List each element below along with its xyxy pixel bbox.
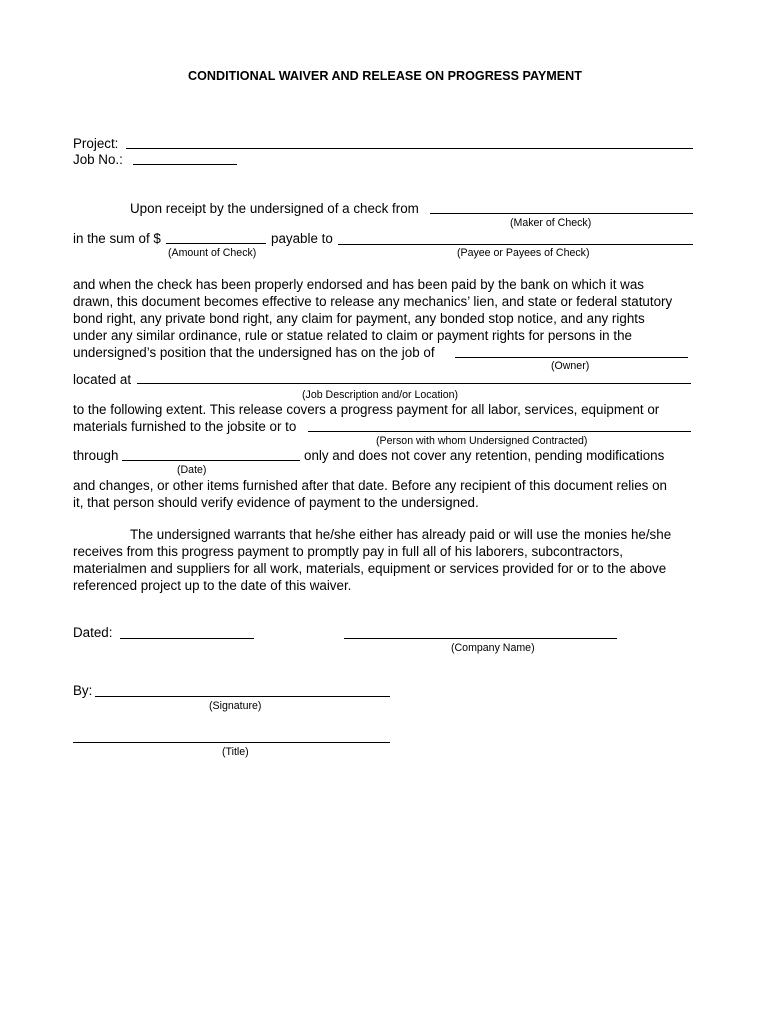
dated-field[interactable] [120,638,254,639]
through-label: through [73,448,119,463]
located-at-label: located at [73,372,132,387]
dated-label: Dated: [73,625,113,640]
by-label: By: [73,683,93,698]
project-field[interactable] [126,148,693,149]
person-caption: (Person with whom Undersigned Contracted) [376,435,588,447]
body-line: under any similar ordinance, rule or statue related to claim or payment rights for persons in the [73,328,632,343]
signature-caption: (Signature) [209,700,262,712]
date-caption: (Date) [177,464,207,476]
signature-field[interactable] [95,696,390,697]
through-rest-text: only and does not cover any retention, pending modifications [304,448,665,463]
payee-caption: (Payee or Payees of Check) [457,247,590,259]
title-caption: (Title) [222,746,249,758]
body-line: The undersigned warrants that he/she either has already paid or will use the monies he/she [130,527,672,542]
owner-caption: (Owner) [551,360,590,372]
body-line: and when the check has been properly endorsed and has been paid by the bank on which it was [73,277,644,292]
job-description-caption: (Job Description and/or Location) [302,389,459,401]
body-line: materials furnished to the jobsite or to [73,419,297,434]
job-no-field[interactable] [133,164,237,165]
document-title: CONDITIONAL WAIVER AND RELEASE ON PROGRESS PAYMENT [188,69,582,83]
body-line: receives from this progress payment to promptly pay in full all of his laborers, subcontractors, [73,544,623,559]
upon-receipt-text: Upon receipt by the undersigned of a check from [130,201,419,216]
through-date-field[interactable] [122,460,300,461]
body-line: materialmen and suppliers for all work, materials, equipment or services provided for or to the above [73,561,667,576]
job-no-label: Job No.: [73,152,123,167]
maker-caption: (Maker of Check) [510,217,592,229]
payable-to-label: payable to [271,231,333,246]
job-location-field[interactable] [137,383,691,384]
project-label: Project: [73,136,119,151]
body-line: and changes, or other items furnished after that date. Before any recipient of this document relies on [73,478,667,493]
contracted-person-field[interactable] [308,431,691,432]
body-line: undersigned’s position that the undersigned has on the job of [73,345,435,360]
amount-field[interactable] [166,243,266,244]
sum-label: in the sum of $ [73,231,161,246]
amount-caption: (Amount of Check) [168,247,257,259]
company-caption: (Company Name) [451,642,535,654]
owner-field[interactable] [455,357,688,358]
body-line: drawn, this document becomes effective to release any mechanics’ lien, and state or federal statutory [73,294,673,309]
body-line: it, that person should verify evidence of payment to the undersigned. [73,495,479,510]
maker-of-check-field[interactable] [430,213,693,214]
payee-field[interactable] [338,244,693,245]
company-name-field[interactable] [344,638,617,639]
body-line: referenced project up to the date of this waiver. [73,578,352,593]
title-field[interactable] [73,742,390,743]
body-line: bond right, any private bond right, any claim for payment, any bonded stop notice, and any rights [73,311,645,326]
body-line: to the following extent. This release covers a progress payment for all labor, services, equipment or [73,402,660,417]
